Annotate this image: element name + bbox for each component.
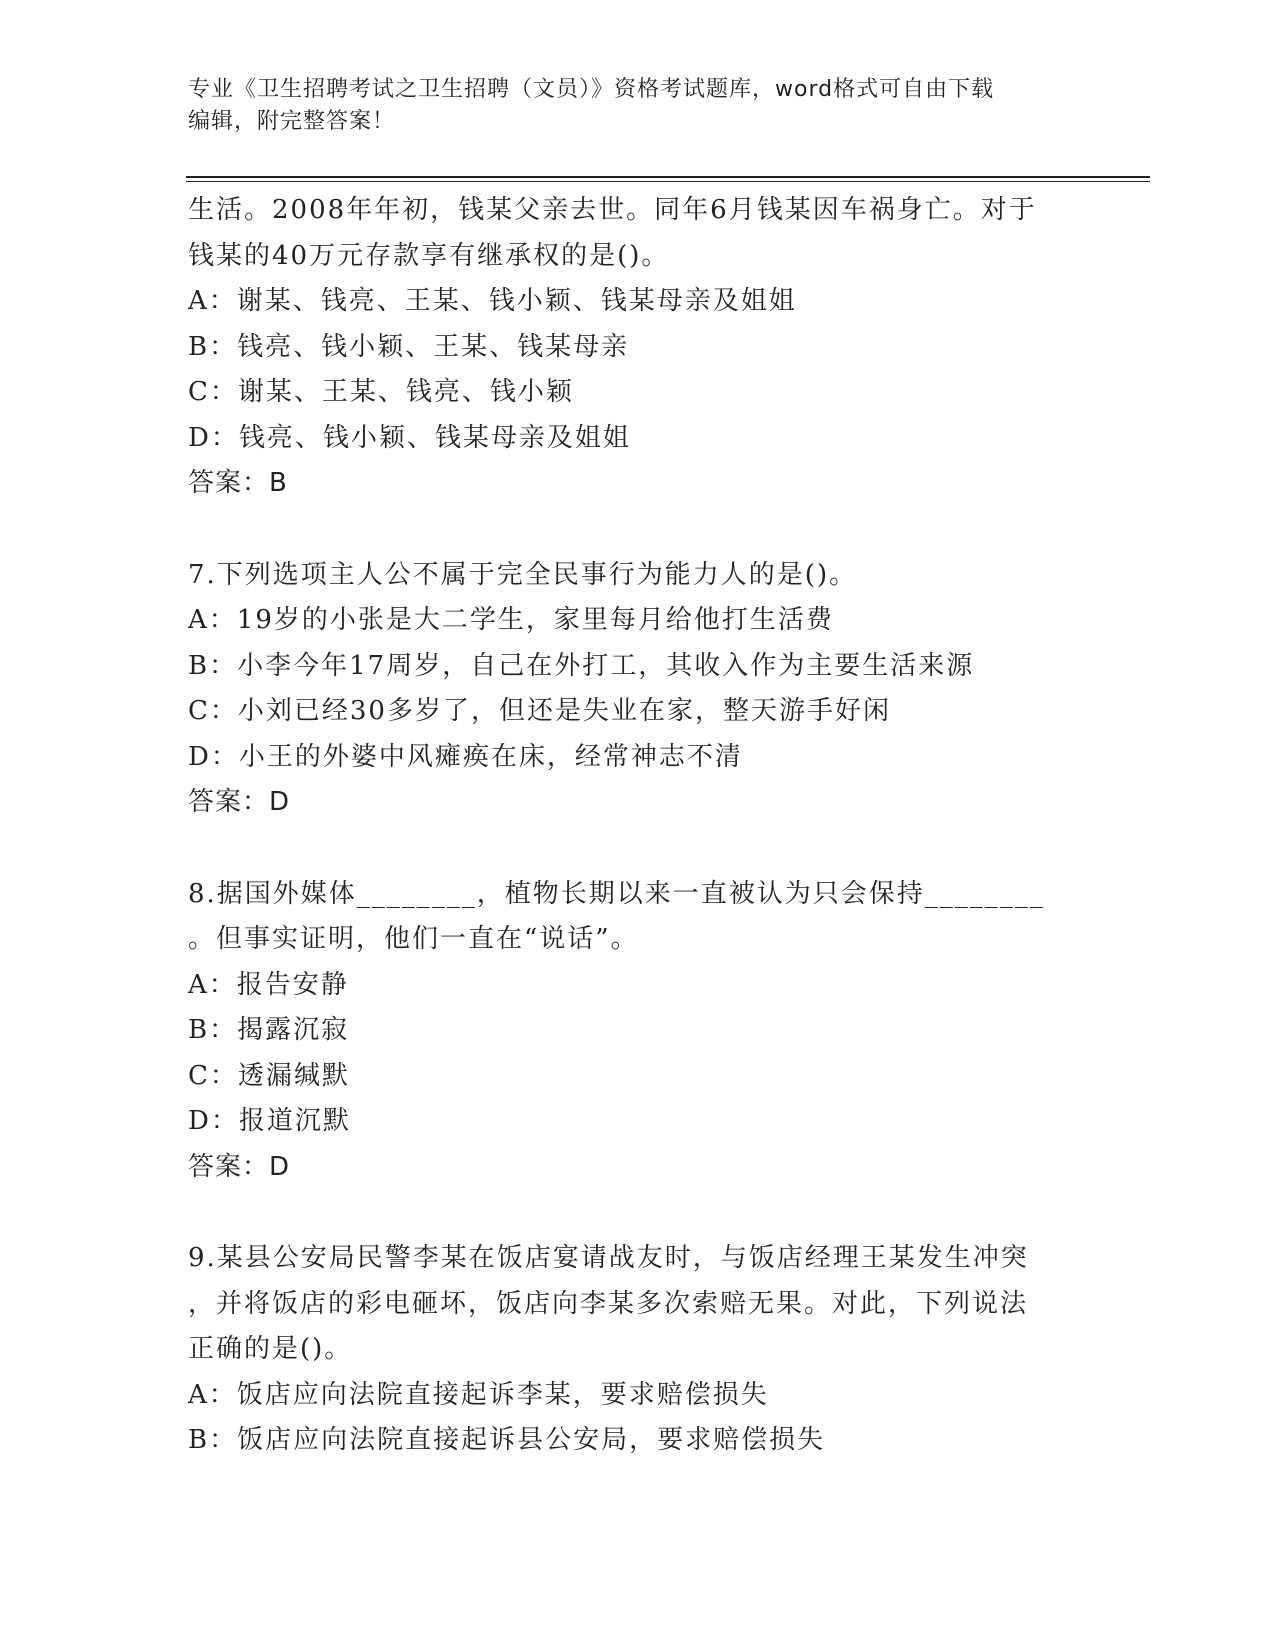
option-a: A：报告安静 <box>188 969 349 1000</box>
question-7 <box>188 553 1088 826</box>
question-8 <box>188 872 1088 1191</box>
question-text-line: 。但事实证明，他们一直在“说话”。 <box>188 924 639 954</box>
answer-label: 答案：B <box>188 468 288 498</box>
question-text-line: 9.某县公安局民警李某在饭店宴请战友时，与饭店经理王某发生冲突 <box>188 1243 1029 1273</box>
option-a: A：谢某、钱亮、王某、钱小颖、钱某母亲及姐姐 <box>188 286 797 316</box>
question-list <box>188 188 1088 1464</box>
option-b: B：饭店应向法院直接起诉县公安局，要求赔偿损失 <box>188 1425 826 1455</box>
question-text-line: 8.据国外媒体________，植物长期以来一直被认为只会保持________ <box>188 878 1045 909</box>
question-text-line: ，并将饭店的彩电砸坏，饭店向李某多次索赔无果。对此，下列说法 <box>188 1288 1029 1319</box>
question-9 <box>188 1236 1088 1464</box>
header-line-2: 编辑，附完整答案！ <box>188 109 396 134</box>
option-d: D：钱亮、钱小颖、钱某母亲及姐姐 <box>188 422 631 453</box>
option-c: C：透漏缄默 <box>188 1060 350 1091</box>
header-divider-thick <box>186 176 1150 178</box>
option-c: C：谢某、王某、钱亮、钱小颖 <box>188 377 574 407</box>
answer-label: 答案：D <box>188 787 291 817</box>
page-header <box>188 74 1088 138</box>
question-text-line: 7.下列选项主人公不属于完全民事行为能力人的是()。 <box>188 559 858 590</box>
option-b: B：小李今年17周岁，自己在外打工，其收入作为主要生活来源 <box>188 650 975 681</box>
header-divider-thin <box>186 181 1150 182</box>
answer-label: 答案：D <box>188 1151 291 1182</box>
option-a: A：饭店应向法院直接起诉李某，要求赔偿损失 <box>188 1379 769 1410</box>
option-d: D：报道沉默 <box>188 1106 351 1136</box>
option-c: C：小刘已经30多岁了，但还是失业在家，整天游手好闲 <box>188 696 891 726</box>
option-b: B：钱亮、钱小颖、王某、钱某母亲 <box>188 331 630 362</box>
question-text-line: 钱某的40万元存款享有继承权的是()。 <box>188 240 670 271</box>
question-text-line: 正确的是()。 <box>188 1334 353 1364</box>
option-b: B：揭露沉寂 <box>188 1015 350 1045</box>
question-fragment <box>188 188 1088 507</box>
option-d: D：小王的外婆中风瘫痪在床，经常神志不清 <box>188 741 743 772</box>
option-a: A：19岁的小张是大二学生，家里每月给他打生活费 <box>188 605 834 635</box>
header-line-1: 专业《卫生招聘考试之卫生招聘（文员）》资格考试题库，word格式可自由下载 <box>188 77 995 102</box>
question-text-line: 生活。2008年年初，钱某父亲去世。同年6月钱某因车祸身亡。对于 <box>188 195 1037 225</box>
